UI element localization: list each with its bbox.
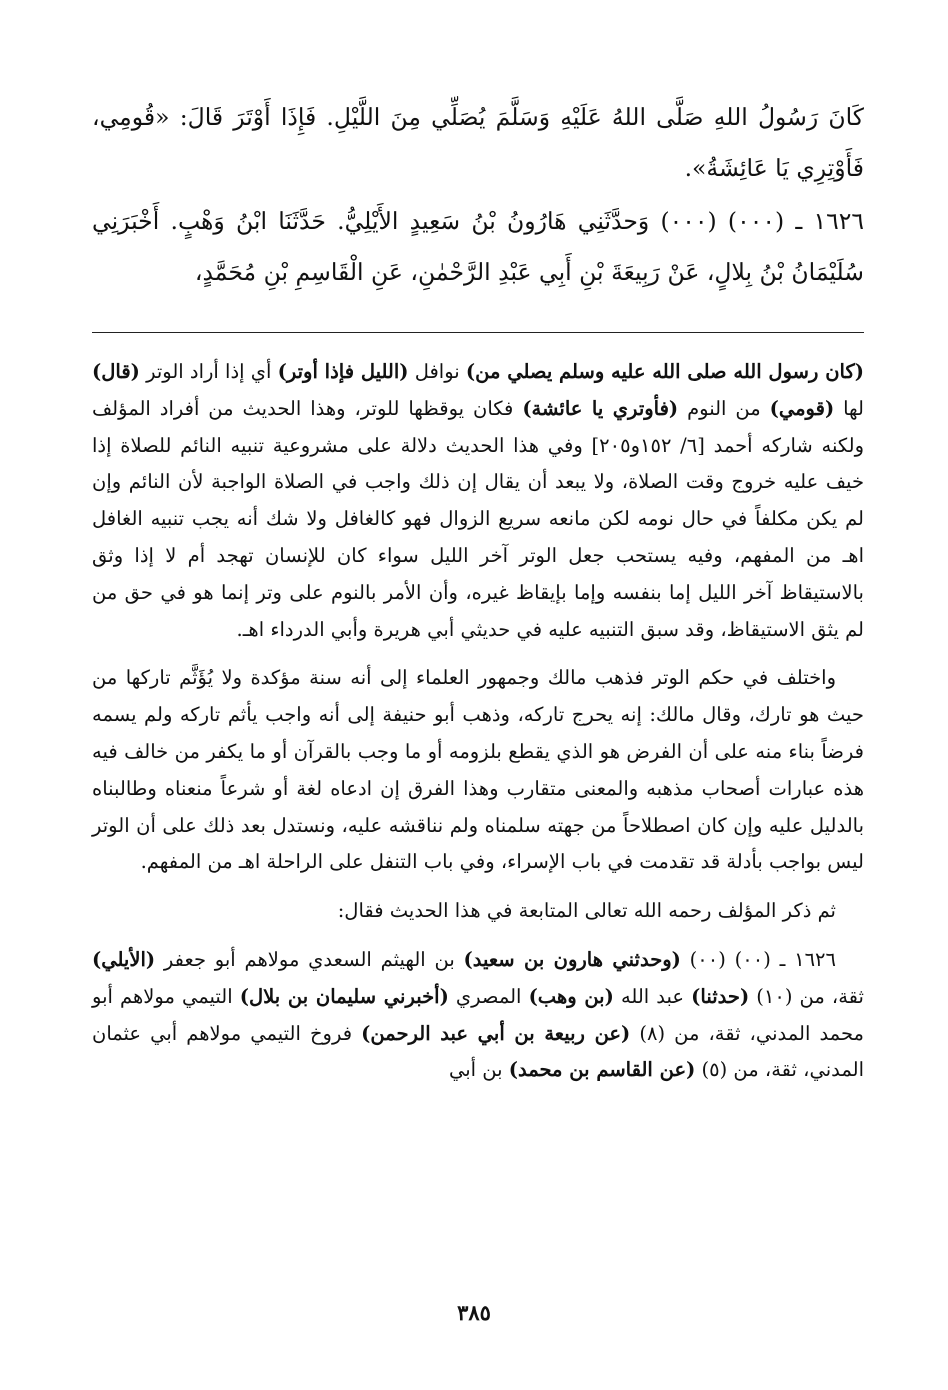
bold-quote: (أخبرني سليمان بن بلال): [239, 984, 449, 1008]
bold-quote: (وحدثني هارون بن سعيد): [463, 947, 681, 971]
commentary-text: نوافل: [408, 360, 466, 383]
footnote-divider: [92, 332, 864, 333]
commentary-text: عبد الله: [613, 984, 692, 1008]
bold-quote: (بن وهب): [528, 984, 614, 1008]
commentary-text: التيمي مولاهم أبو محمد المدني، ثقة، من (٨): [92, 984, 864, 1045]
commentary-text: فكان يوقظها للوتر، وهذا الحديث من أفراد المؤلف ولكنه شاركه أحمد [٦/ ١٥٢و٢٠٥] وفي هذا الحديث دلالة على مشروعية تنبيه النائم للصلاة إذا خيف عليه خروج وقت الصلاة، ولا يبعد أن يقال إن ذلك واجب في الصلاة الواجبة لأن النائم وإن لم يكن مكلفاً في حال نومه لكن مانعه سريع الزوال فهو كالغافل ولا شك أنه يجب تنبيه الغافل اهـ من المفهم، وفيه يستحب جعل الوتر آخر الليل سواء كان للإنسان تهجد أم لا إذا وثق بالاستيقاظ آخر الليل إما بنفسه وإما بإيقاظ غيره، وأن الأمر بالنوم على وتر إنما هو في حق من لم يثق الاستيقاظ، وقد سبق التنبيه عليه في حديثي أبي هريرة وأبي الدرداء اهـ.: [92, 396, 864, 641]
commentary-paragraph-3: ثم ذكر المؤلف رحمه الله تعالى المتابعة في هذا الحديث فقال:: [337, 899, 836, 923]
bold-quote: (حدثنا): [691, 984, 750, 1008]
commentary-text: فروخ التيمي مولاهم أبي عثمان المدني، ثقة، من (٥): [92, 1021, 864, 1082]
page-number: ٣٨٥: [457, 1300, 491, 1325]
commentary-text: بن الهيثم السعدي مولاهم أبو جعفر: [155, 947, 464, 971]
commentary-text: ١٦٢٦ ـ (٠٠) (٠٠): [680, 947, 836, 971]
bold-quote: (الأيلي): [92, 947, 156, 971]
hadith-paragraph-2: ١٦٢٦ ـ (٠٠٠) (٠٠٠) وَحدَّثَنِي هَارُونُ بْنُ سَعِيدٍ الأَيْلِيُّ. حَدَّثَنَا ابْنُ وَهْبٍ. أَخْبَرَنِي سُلَيْمَانُ بْنُ بِلالٍ، عَنْ رَبِيعَةَ بْنِ أَبِي عَبْدِ الرَّحْمٰنِ، عَنِ الْقَاسِمِ بْنِ مُحَمَّدٍ،: [92, 207, 865, 286]
commentary-text: المصري: [448, 984, 529, 1008]
book-page: [92, 92, 864, 1352]
bold-quote: (فأوتري يا عائشة): [522, 396, 679, 420]
hadith-text-block: [92, 92, 864, 298]
bold-quote: (الليل فإذا أوتر): [277, 360, 409, 383]
bold-quote: (كان رسول الله صلى الله عليه وسلم يصلي من): [465, 360, 864, 383]
commentary-text: من النوم: [678, 396, 770, 420]
hadith-paragraph-1: كَانَ رَسُولُ اللهِ صَلَّى اللهُ عَلَيْهِ وَسَلَّمَ يُصَلِّي مِنَ اللَّيْلِ. فَإِذَا أَوْتَرَ قَالَ: «قُومِي، فَأَوْتِرِي يَا عَائِشَةُ».: [92, 103, 864, 182]
commentary-text: أي إذا أراد الوتر: [139, 360, 278, 383]
commentary-text: بن أبي: [448, 1058, 509, 1082]
commentary-block: [92, 354, 864, 1089]
commentary-text: لها: [834, 396, 864, 420]
commentary-paragraph-2: واختلف في حكم الوتر فذهب مالك وجمهور العلماء إلى أنه سنة مؤكدة ولا يُؤَثَّم تاركها من حيث هو تارك، وقال مالك: إنه يحرج تاركه، وذهب أبو حنيفة إلى أنه واجب يأثم تاركه ولم يسمه فرضاً بناء منه على أن الفرض هو الذي يقطع بلزومه أو ما وجب بالقرآن أو ما يكفر من خالف فيه هذه عبارات أصحاب مذهبه والمعنى متقارب وهذا الفرق إن ادعاه لغة أو شرعاً منعناه وطالبناه بالدليل عليه وإن كان اصطلاحاً من جهته سلمناه ولم نناقشه عليه، ونستدل بعد ذلك على أن الوتر ليس بواجب بأدلة قد تقدمت في باب الإسراء، وفي باب التنفل على الراحلة اهـ من المفهم.: [92, 666, 864, 874]
commentary-paragraph-1: [92, 354, 864, 648]
bold-quote: (عن القاسم بن محمد): [508, 1058, 696, 1082]
bold-quote: (قومي): [769, 396, 835, 420]
commentary-text: ثقة، من (١٠): [749, 984, 864, 1008]
bold-quote: (عن ربيعة بن أبي عبد الرحمن): [361, 1021, 631, 1045]
commentary-paragraph-4: [92, 942, 864, 1089]
bold-quote: (قال): [91, 360, 140, 383]
